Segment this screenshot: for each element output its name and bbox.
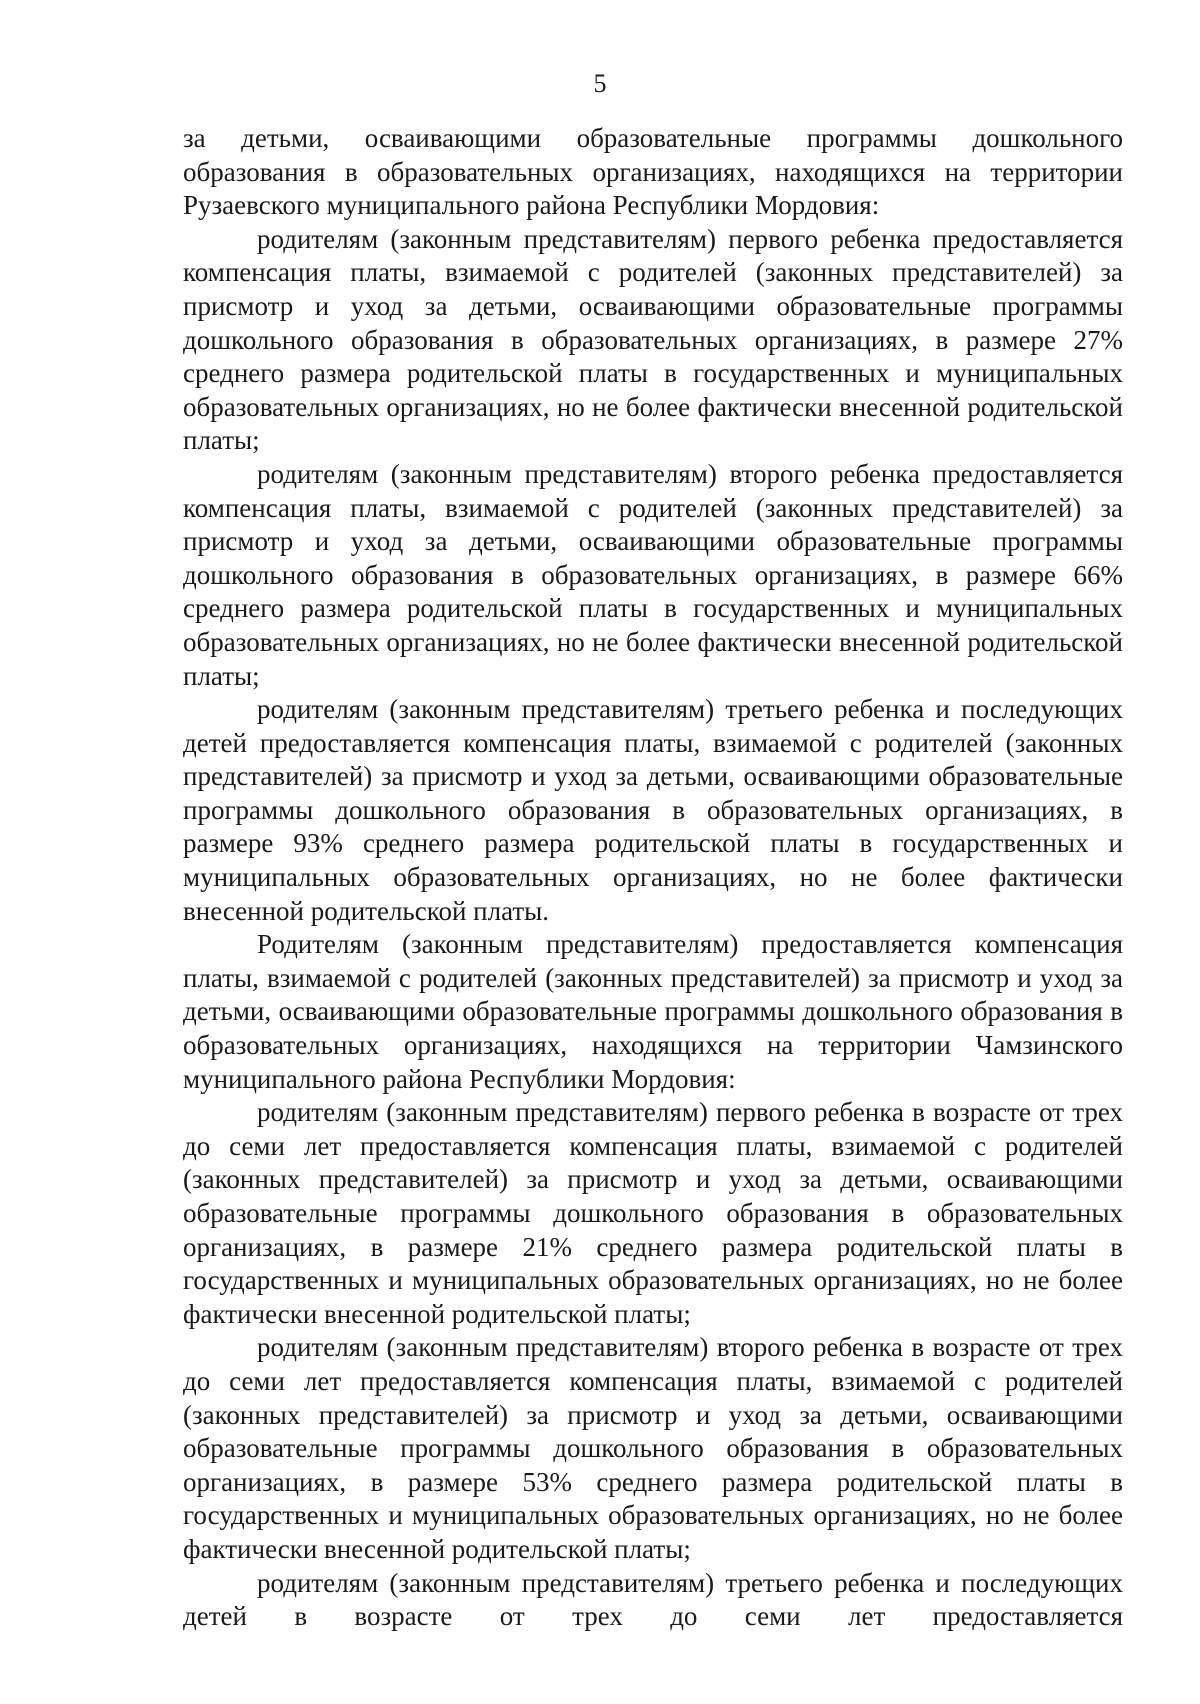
paragraph-rusaevsky-intro-continuation: за детьми, осваивающими образовательные программы дошкольного образования в образовательных организациях, находящихся на территории Рузаевского муниципального района Республики Мордовия: <box>183 123 1123 221</box>
paragraph-rusaevsky-third-child: родителям (законным представителям) третьего ребенка и последующих детей предоставляется компенсация платы, взимаемой с родителей (законных представителей) за присмотр и уход за детьми, осваивающими образовательные программы дошкольного образования в образовательных организациях, в размере 93% среднего размера родительской платы в государственных и муниципальных образовательных организациях, но не более фактически внесенной родительской платы. <box>183 694 1123 926</box>
paragraph-rusaevsky-second-child: родителям (законным представителям) второго ребенка предоставляется компенсация платы, взимаемой с родителей (законных представителей) за присмотр и уход за детьми, осваивающими образовательные программы дошкольного образования в образовательных организациях, в размере 66% среднего размера родительской платы в государственных и муниципальных образовательных организациях, но не более фактически внесенной родительской платы; <box>183 458 1123 691</box>
paragraph-rusaevsky-first-child: родителям (законным представителям) первого ребенка предоставляется компенсация платы, взимаемой с родителей (законных представителей) за присмотр и уход за детьми, осваивающими образовательные программы дошкольного образования в образовательных организациях, в размере 27% среднего размера родительской платы в государственных и муниципальных образовательных организациях, но не более фактически внесенной родительской платы; <box>183 223 1123 456</box>
paragraph-chamzinsky-intro: Родителям (законным представителям) предоставляется компенсация платы, взимаемой с родителей (законных представителей) за присмотр и уход за детьми, осваивающими образовательные программы дошкольного образования в образовательных организациях, находящихся на территории Чамзинского муниципального района Республики Мордовия: <box>183 929 1123 1094</box>
paragraph-chamzinsky-first-child: родителям (законным представителям) первого ребенка в возрасте от трех до семи лет предоставляется компенсация платы, взимаемой с родителей (законных представителей) за присмотр и уход за детьми, осваивающими образовательные программы дошкольного образования в образовательных организациях, в размере 21% среднего размера родительской платы в государственных и муниципальных образовательных организациях, но не более фактически внесенной родительской платы; <box>183 1097 1123 1329</box>
paragraph-chamzinsky-second-child: родителям (законным представителям) второго ребенка в возрасте от трех до семи лет предоставляется компенсация платы, взимаемой с родителей (законных представителей) за присмотр и уход за детьми, осваивающими образовательные программы дошкольного образования в образовательных организациях, в размере 53% среднего размера родительской платы в государственных и муниципальных образовательных организациях, но не более фактически внесенной родительской платы; <box>183 1332 1123 1564</box>
page-number: 5 <box>593 69 607 98</box>
paragraph-chamzinsky-third-child: родителям (законным представителям) третьего ребенка и последующих детей в возрасте от трех до семи лет предоставляется <box>183 1567 1123 1632</box>
document-body <box>183 122 1123 1634</box>
